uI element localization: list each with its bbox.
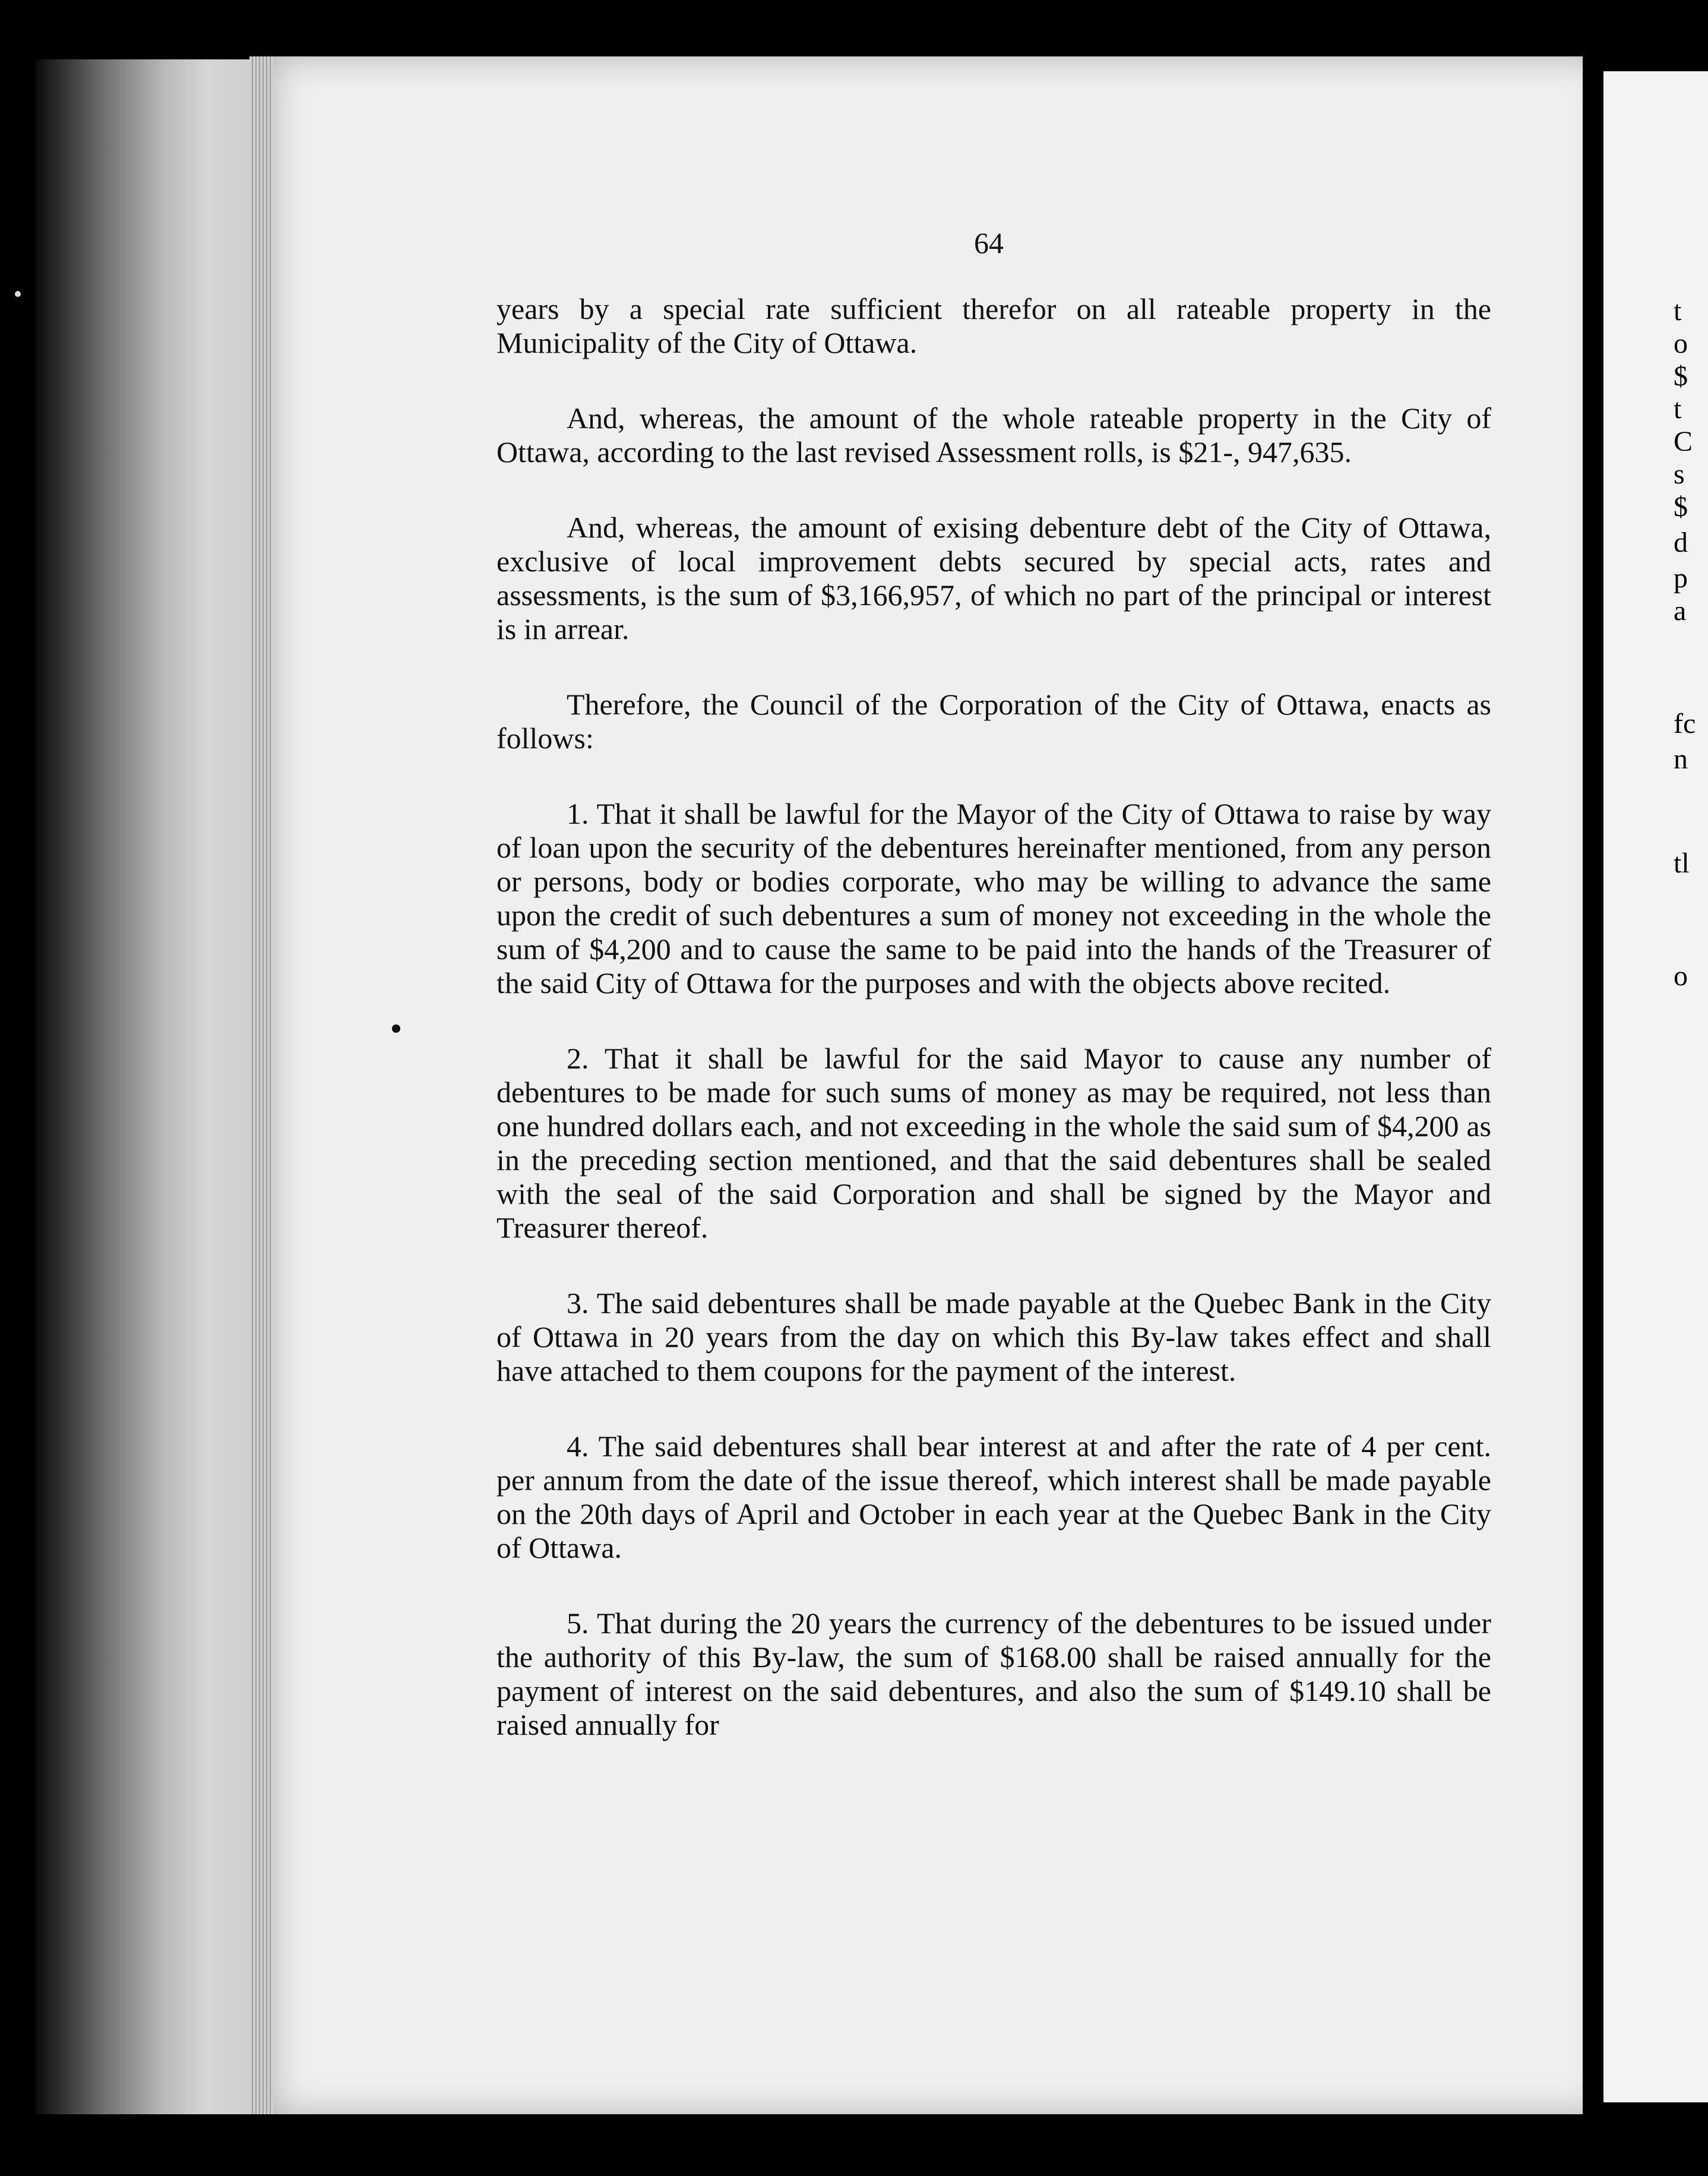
next-page-fragment: o	[1674, 960, 1688, 992]
section-2: 2. That it shall be lawful for the said Mayor to cause any number of debentures to be made for such sums of money as may be required, not less than one hundred dollars each, and not exceeding in the whole the said sum of $4,200 as in the preceding section mentioned, and that the said debentures shall be sealed with the seal of the said Corporation and shall be signed by the Mayor and Treasurer thereof.	[496, 1042, 1491, 1244]
next-page-fragment: p	[1674, 562, 1688, 594]
next-page-fragment: $	[1674, 360, 1688, 392]
next-page-fragment: n	[1674, 744, 1688, 775]
paragraph-continuation: years by a special rate sufficient therefor on all rateable property in the Municipality of the City of Ottawa.	[496, 292, 1491, 359]
section-5: 5. That during the 20 years the currency of the debentures to be issued under the authority of this By-law, the sum of $168.00 shall be raised annually for the payment of interest on the said debentures, and also the sum of $149.10 shall be raised annually for	[496, 1606, 1491, 1741]
next-page-fragment: t	[1674, 393, 1682, 425]
next-page-fragment: d	[1674, 527, 1688, 558]
adjacent-page	[1603, 71, 1708, 2102]
page-number: 64	[974, 226, 1004, 260]
paragraph-whereas-property: And, whereas, the amount of the whole rateable property in the City of Ottawa, according to the last revised Assessment rolls, is $21-, 947,635.	[496, 401, 1491, 469]
page-gutter	[1583, 56, 1603, 2114]
scan-speck	[392, 1024, 400, 1033]
body-text	[496, 292, 1491, 1783]
scan-speck	[15, 291, 21, 297]
section-4: 4. The said debentures shall bear interest at and after the rate of 4 per cent. per annum from the date of the issue thereof, which interest shall be made payable on the 20th days of April and October in each year at the Quebec Bank in the City of Ottawa.	[496, 1429, 1491, 1564]
section-3: 3. The said debentures shall be made payable at the Quebec Bank in the City of Ottawa in 20 years from the day on which this By-law takes effect and shall have attached to them coupons for the payment of the interest.	[496, 1286, 1491, 1387]
next-page-fragment: o	[1674, 328, 1688, 359]
next-page-fragment: tl	[1674, 847, 1690, 879]
next-page-fragment: a	[1674, 595, 1687, 627]
next-page-fragment: C	[1674, 426, 1693, 457]
next-page-fragment: $	[1674, 491, 1688, 523]
next-page-fragment: s	[1674, 458, 1685, 490]
paragraph-whereas-debt: And, whereas, the amount of exising debenture debt of the City of Ottawa, exclusive of local improvement debts secured by special acts, rates and assessments, is the sum of $3,166,957, of which no part of the principal or interest is in arrear.	[496, 511, 1491, 646]
paragraph-enacts: Therefore, the Council of the Corporation of the City of Ottawa, enacts as follows:	[496, 688, 1491, 755]
next-page-fragment: fc	[1674, 708, 1696, 739]
section-1: 1. That it shall be lawful for the Mayor of the City of Ottawa to raise by way of loan upon the security of the debentures hereinafter mentioned, from any person or persons, body or bodies corporate, who may be willing to advance the same upon the credit of such debentures a sum of money not exceeding in the whole the sum of $4,200 and to cause the same to be paid into the hands of the Treasurer of the said City of Ottawa for the purposes and with the objects above recited.	[496, 797, 1491, 1000]
book-spine	[36, 59, 249, 2114]
next-page-fragment: t	[1674, 295, 1682, 327]
